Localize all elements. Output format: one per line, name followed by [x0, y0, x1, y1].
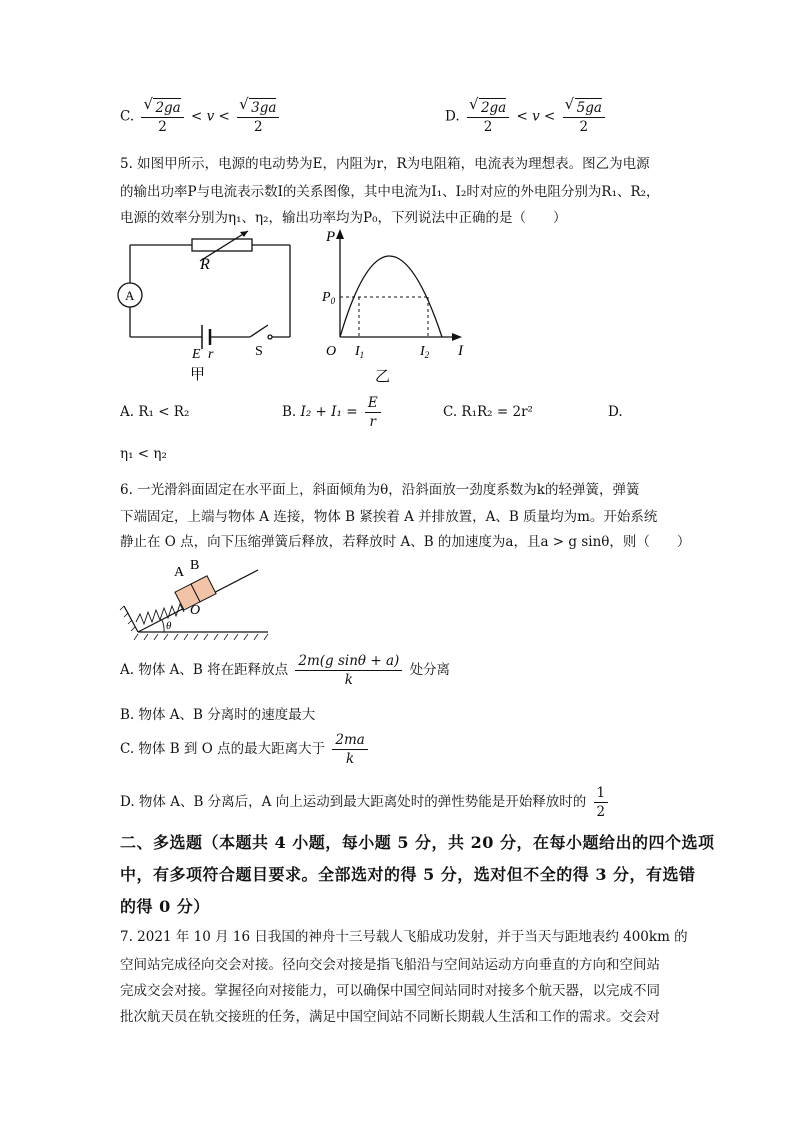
q6-stem-line-2: 下端固定，上端与物体 A 连接，物体 B 紧挨着 A 并排放置，A、B 质量均为m。开始系统	[120, 509, 658, 525]
q7-line-3: 完成交会对接。掌握径向对接能力，可以确保中国空间站同时对接多个航天器，以完成不同	[120, 983, 660, 999]
q5-stem-line-1: 5. 如图甲所示，电源的电动势为E，内阻为r，R为电阻箱，电流表为理想表。图乙为电源	[120, 156, 650, 172]
switch-label: S	[255, 344, 263, 359]
resistor-label: R	[200, 256, 210, 273]
q5-stem-line-3: 电源的效率分别为η₁、η₂，输出功率均为P₀，下列说法中正确的是（ ）	[120, 210, 567, 226]
circuit-diagram	[110, 225, 300, 385]
x-axis-label: I	[458, 343, 463, 359]
y-axis-label: P	[326, 229, 336, 245]
q5-option-c: C. R₁R₂ = 2r²	[443, 404, 533, 420]
origin-label: O	[326, 344, 337, 359]
q7-line-4: 批次航天员在轨交接班的任务，满足中国空间站不同断长期载人生活和工作的需求。交会对	[120, 1009, 660, 1025]
section-2-line-1: 二、多选题（本题共 4 小题，每小题 5 分，共 20 分，在每小题给出的四个选项	[120, 833, 715, 852]
ammeter-label: A	[125, 288, 135, 303]
fraction: √ $\frac{3ga}{2}$	[237, 98, 279, 136]
q6-stem-line-1: 6. 一光滑斜面固定在水平面上，斜面倾角为θ，沿斜面放一劲度系数为k的轻弹簧，弹簧	[120, 482, 640, 498]
fraction: √ $\frac{2ga}{2}$	[467, 98, 509, 136]
power-current-graph	[320, 225, 480, 385]
incline-spring-diagram	[118, 556, 278, 640]
figure-caption-jia: 甲	[190, 365, 206, 383]
q4-option-c: C. √ $\frac{2ga}{2}$ < v < √ $\frac{3ga}{2}$	[120, 98, 282, 136]
q7-line-1: 7. 2021 年 10 月 16 日我国的神舟十三号载人飞船成功发射，并于当天与距地表约 400km 的	[120, 929, 688, 945]
q5-option-b: B. I₂ + I₁ = $\frac{E}{r}$	[282, 394, 384, 431]
q4-option-d: D. √ $\frac{2ga}{2}$ < v < √ $\frac{5ga}{2}$	[445, 98, 608, 136]
internal-resistance-label: r	[208, 347, 214, 362]
section-2-line-2: 中，有多项符合题目要求。全部选对的得 5 分，选对但不全的得 3 分，有选错	[120, 865, 696, 884]
q5-stem-line-2: 的输出功率P与电流表示数I的关系图像，其中电流为I₁、I₂时对应的外电阻分别为R₁、R₂，	[120, 184, 660, 200]
section-2-line-3: 的得 0 分）	[120, 897, 210, 916]
point-o-label: O	[190, 603, 201, 618]
emf-label: E	[192, 347, 201, 362]
q6-option-b: B. 物体 A、B 分离时的速度最大	[120, 707, 316, 723]
q5-option-a: A. R₁ < R₂	[120, 404, 190, 420]
block-b-label: B	[190, 558, 200, 573]
fraction: √ $\frac{5ga}{2}$	[563, 98, 605, 136]
angle-label: θ	[166, 620, 172, 632]
q6-option-c: C. 物体 B 到 O 点的最大距离大于 $\frac{2ma}{k}$	[120, 731, 371, 768]
q7-line-2: 空间站完成径向交会对接。径向交会对接是指飞船沿与空间站运动方向垂直的方向和空间站	[120, 957, 660, 973]
i1-label: $I_1$	[355, 344, 365, 360]
fraction: √ $\frac{2ga}{2}$	[141, 98, 183, 136]
q5-option-d-label: D.	[608, 404, 623, 420]
q6-option-d: D. 物体 A、B 分离后，A 向上运动到最大距离处时的弹性势能是开始释放时的 $\frac{1}{2}$	[120, 784, 611, 821]
q6-option-a: A. 物体 A、B 将在距释放点 $\frac{\text{2m(g sinθ + a)}}{k}$ 处分离	[120, 653, 451, 688]
p0-label: $P_0$	[322, 290, 336, 306]
block-a-label: A	[174, 565, 185, 580]
i2-label: $I_2$	[420, 344, 430, 360]
q5-option-d-body: η₁ < η₂	[120, 446, 167, 462]
figure-caption-yi: 乙	[375, 367, 391, 385]
q6-stem-line-3: 静止在 O 点，向下压缩弹簧后释放，若释放时 A、B 的加速度为a，且a > g sinθ，则（ ）	[120, 534, 691, 550]
